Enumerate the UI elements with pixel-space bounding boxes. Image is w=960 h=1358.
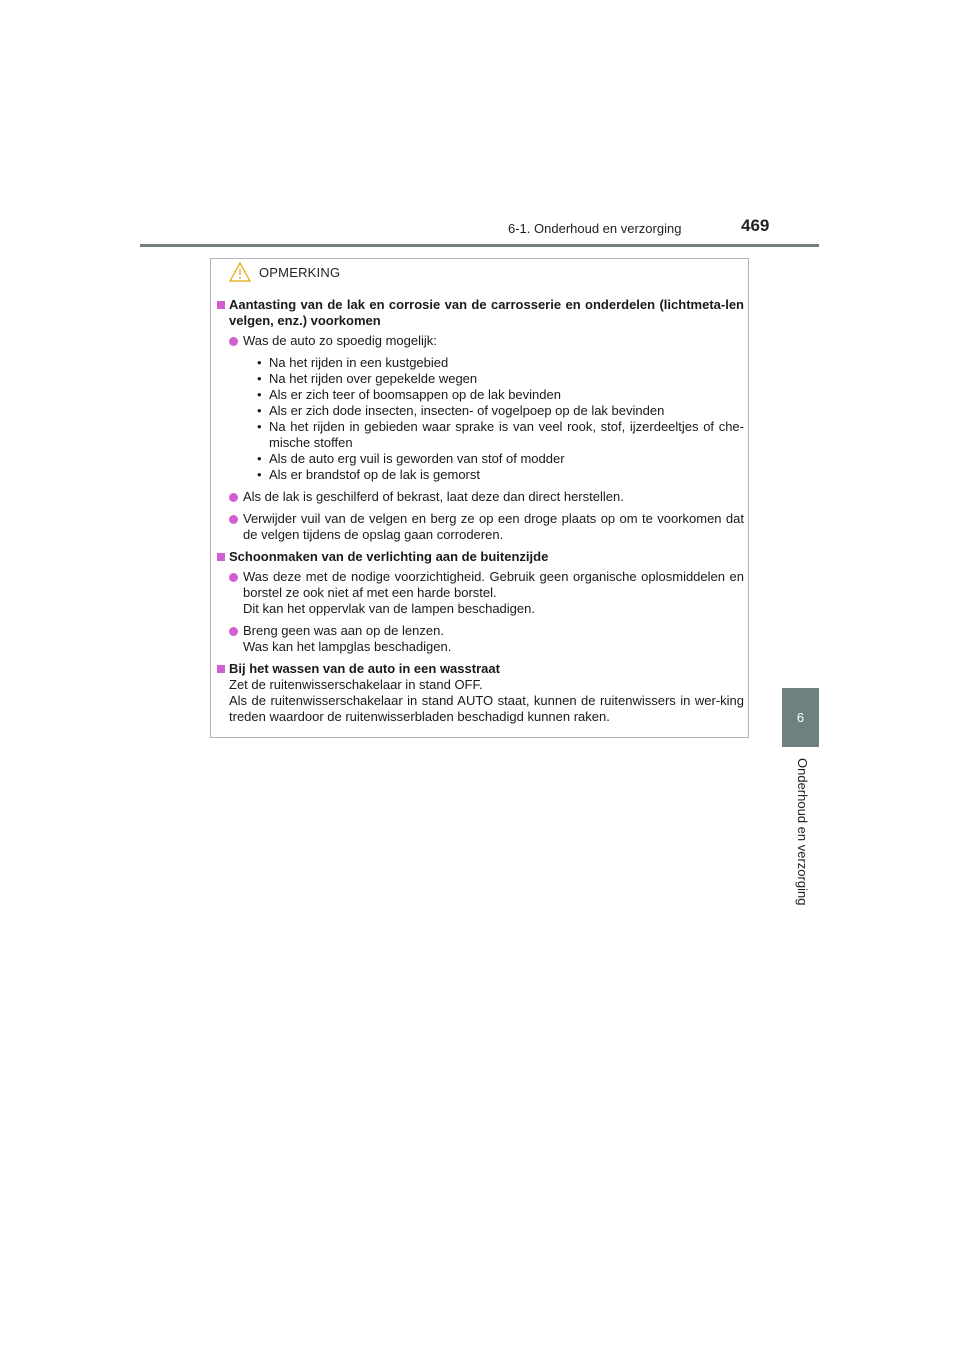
- notice-body: [217, 297, 744, 731]
- bullet-text: Was deze met de nodige voorzichtigheid. Gebruik geen organische oplosmiddelen en borstel ze ook niet af met een harde borstel.: [243, 569, 744, 600]
- list-item: • Na het rijden over gepekelde wegen: [257, 371, 478, 386]
- notice-box: [210, 258, 749, 738]
- chapter-label: Onderhoud en verzorging: [795, 758, 810, 906]
- bullet-text: Breng geen was aan op de lenzen.: [243, 623, 444, 638]
- list-item: • Na het rijden in gebieden waar sprake is van veel rook, stof, ijzerdeeltjes of che-mische stoffen: [257, 419, 744, 450]
- chapter-tab: 6: [782, 688, 819, 747]
- round-bullet-icon: [229, 337, 238, 346]
- section-paint-corrosion: [217, 297, 744, 543]
- section-exterior-lights: [217, 549, 744, 655]
- round-bullet-icon: [229, 515, 238, 524]
- paragraph: Als de ruitenwisserschakelaar in stand AUTO staat, kunnen de ruitenwissers in wer-king treden waardoor de ruitenwisserbladen beschadigd kunnen raken.: [229, 693, 744, 724]
- section-title: Bij het wassen van de auto in een wasstraat: [229, 661, 500, 676]
- bullet-text: Dit kan het oppervlak van de lampen beschadigen.: [243, 601, 535, 616]
- bullet-item: [229, 333, 744, 483]
- bullet-item: [229, 569, 744, 617]
- list-item: • Als er zich dode insecten, insecten- of vogelpoep op de lak bevinden: [257, 403, 665, 418]
- list-item: • Als er zich teer of boomsappen op de lak bevinden: [257, 387, 561, 402]
- notice-header: [229, 259, 340, 285]
- section-title: Schoonmaken van de verlichting aan de buitenzijde: [229, 549, 549, 564]
- round-bullet-icon: [229, 627, 238, 636]
- section-car-wash: [217, 661, 744, 725]
- paragraph: Zet de ruitenwisserschakelaar in stand OFF.: [229, 677, 483, 692]
- round-bullet-icon: [229, 573, 238, 582]
- list-item: • Na het rijden in een kustgebied: [257, 355, 449, 370]
- bullet-text: Was de auto zo spoedig mogelijk:: [243, 333, 437, 348]
- bullet-item: [229, 489, 744, 505]
- list-item: • Als de auto erg vuil is geworden van stof of modder: [257, 451, 565, 466]
- page-number: 469: [741, 216, 770, 235]
- bullet-text: Als de lak is geschilferd of bekrast, laat deze dan direct herstellen.: [243, 489, 624, 504]
- section-title: 6-1. Onderhoud en verzorging: [508, 221, 682, 236]
- sub-list: [243, 355, 744, 483]
- section-title: Aantasting van de lak en corrosie van de carrosserie en onderdelen (lichtmeta-len velgen, enz.) voorkomen: [229, 297, 744, 328]
- list-item: • Als er brandstof op de lak is gemorst: [257, 467, 480, 482]
- square-bullet-icon: [217, 553, 225, 561]
- bullet-text: Verwijder vuil van de velgen en berg ze op een droge plaats op om te voorkomen dat de velgen tijdens de opslag gaan corroderen.: [243, 511, 744, 542]
- header-divider: [140, 244, 819, 247]
- notice-title: OPMERKING: [259, 264, 341, 280]
- warning-triangle-icon: [229, 262, 251, 282]
- bullet-item: [229, 511, 744, 543]
- bullet-item: [229, 623, 744, 655]
- square-bullet-icon: [217, 665, 225, 673]
- square-bullet-icon: [217, 301, 225, 309]
- bullet-text: Was kan het lampglas beschadigen.: [243, 639, 452, 654]
- round-bullet-icon: [229, 493, 238, 502]
